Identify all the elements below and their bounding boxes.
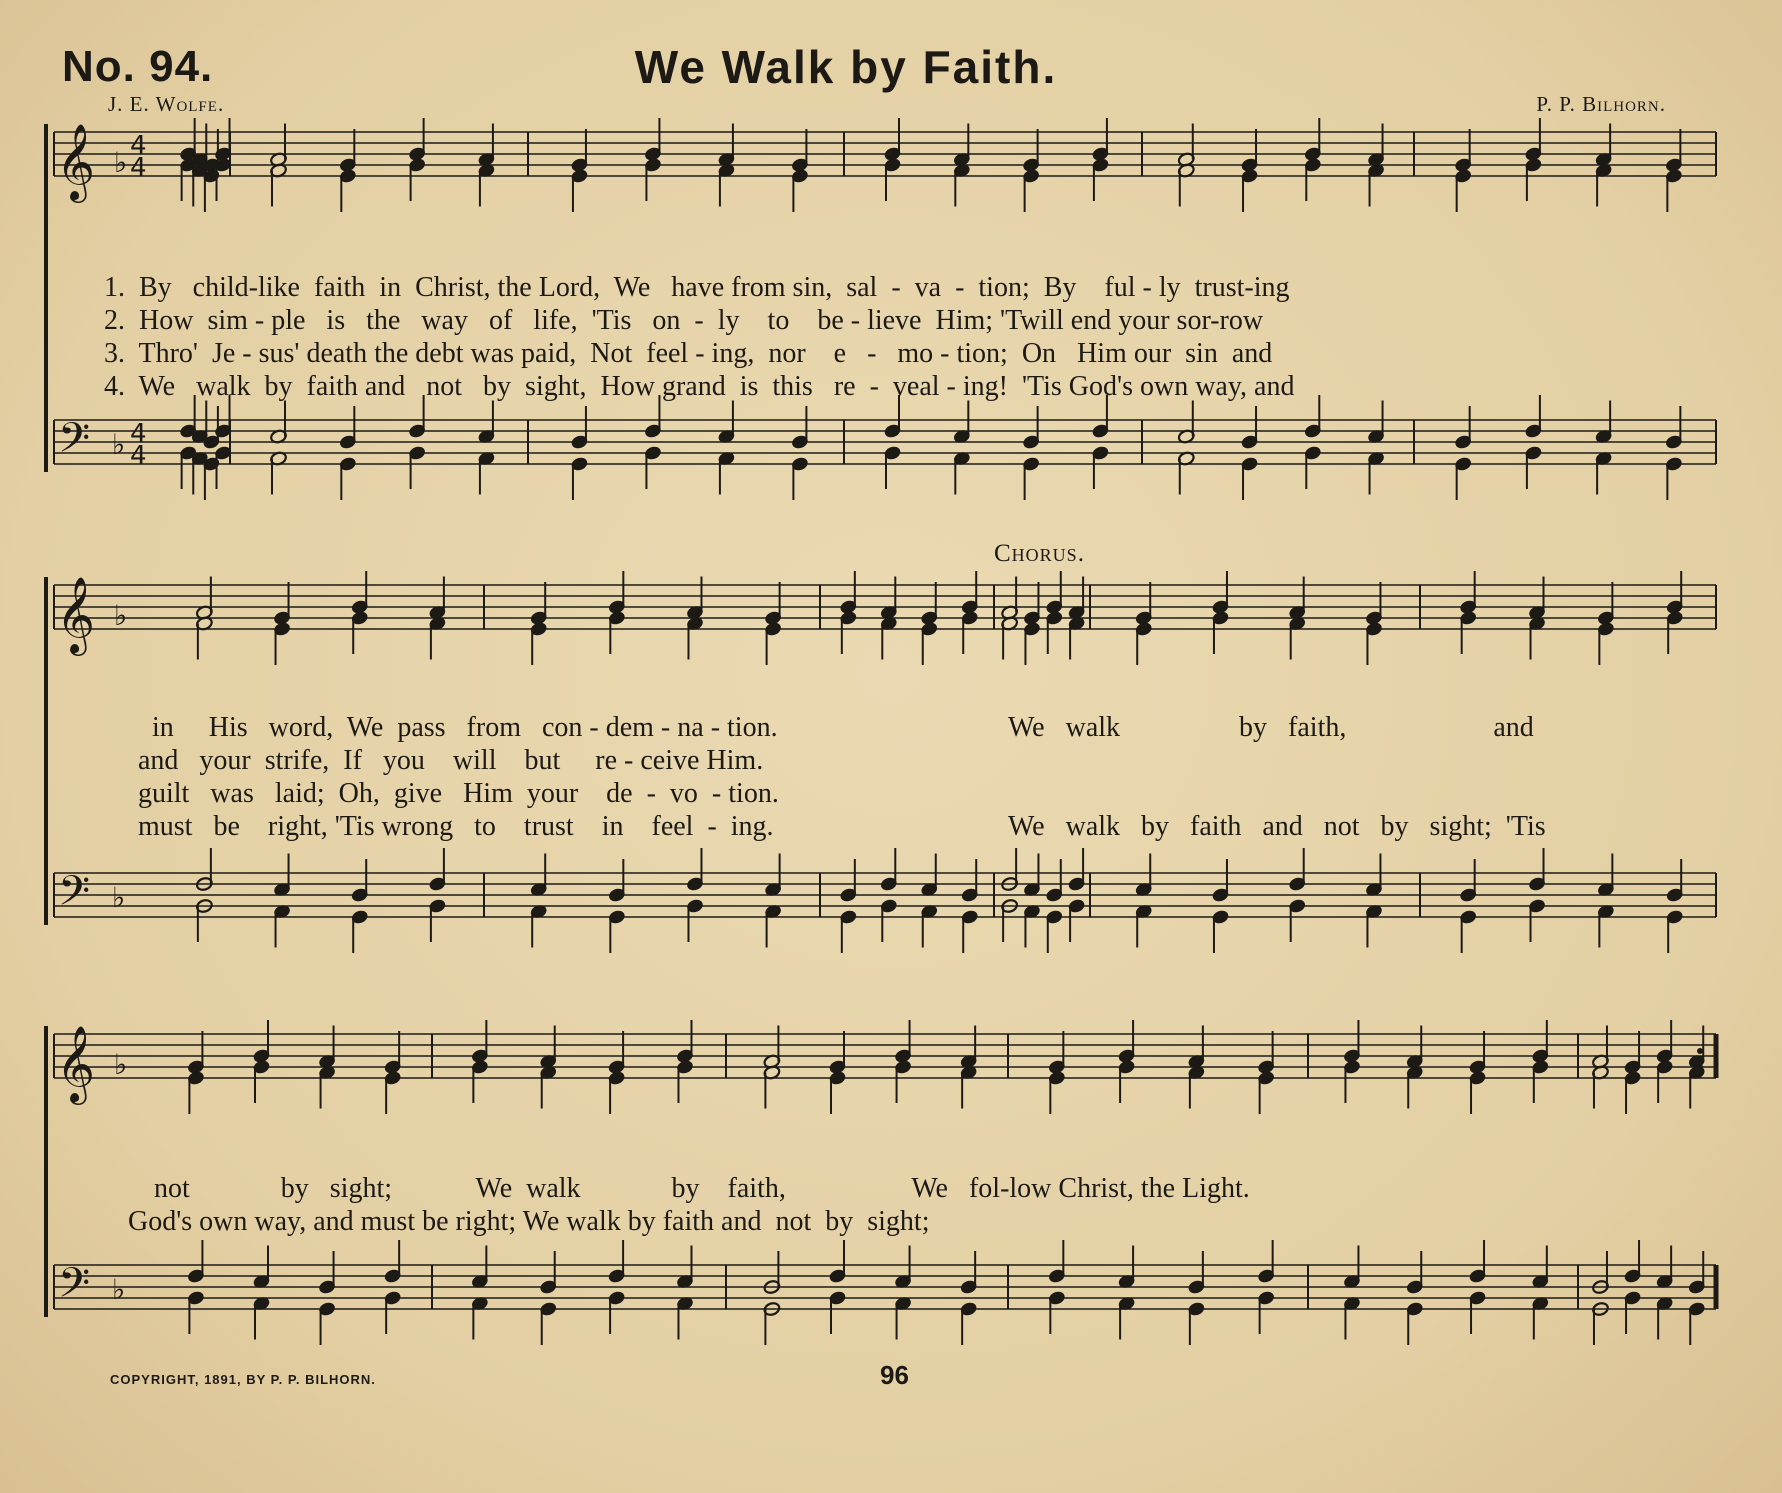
chorus-line-2: We walk by faith and not by sight; 'Tis: [1008, 811, 1546, 842]
hymn-title-text: We Walk by Faith.: [634, 41, 1058, 93]
flat-key-icon: ♭: [112, 1273, 126, 1306]
repeat-dot: [1697, 1064, 1703, 1070]
time-signature-top: 4: [130, 419, 147, 449]
flat-key-icon: ♭: [114, 146, 128, 179]
time-signature-bottom: 4: [130, 441, 147, 471]
verse-2-line-a: 2. How sim - ple is the way of life, 'Tis on - ly to be - lieve Him; 'Twill end your sor-row: [104, 305, 1264, 336]
treble-clef-icon: 𝄞: [56, 1025, 96, 1102]
flat-key-icon: ♭: [112, 428, 126, 461]
repeat-dot: [1697, 1048, 1703, 1054]
chorus-line-1: We walk by faith, and: [1008, 712, 1534, 743]
flat-key-icon: ♭: [114, 599, 128, 632]
verse-3-line-b: guilt was laid; Oh, give Him your de - vo - tion.: [138, 778, 779, 809]
chorus-label: Chorus.: [994, 540, 1085, 567]
verse-3-line-a: 3. Thro' Je - sus' death the debt was paid, Not feel - ing, nor e - mo - tion; On Him our sin and: [104, 338, 1273, 369]
page-number: 96: [880, 1360, 909, 1390]
hymn-number: No. 94.: [62, 42, 214, 91]
treble-clef-icon: 𝄞: [56, 576, 96, 653]
treble-clef-icon: 𝄞: [56, 123, 96, 200]
chorus-line-3: not by sight; We walk by faith, We fol-low Christ, the Light.: [154, 1173, 1250, 1204]
verse-1-line-b: in His word, We pass from con - dem - na - tion.: [152, 712, 778, 743]
verse-4-line-a: 4. We walk by faith and not by sight, How grand is this re - veal - ing! 'Tis God's own way, and: [104, 371, 1295, 402]
copyright-notice: COPYRIGHT, 1891, BY P. P. BILHORN.: [110, 1372, 376, 1387]
composer-credit: P. P. Bilhorn.: [1536, 92, 1666, 116]
chorus-line-4: God's own way, and must be right; We walk by faith and not by sight;: [128, 1206, 930, 1237]
flat-key-icon: ♭: [112, 881, 126, 914]
verse-2-line-b: and your strife, If you will but re - ceive Him.: [138, 745, 764, 776]
time-signature-bottom: 4: [130, 153, 147, 183]
flat-key-icon: ♭: [114, 1048, 128, 1081]
verse-1-line-a: 1. By child-like faith in Christ, the Lord, We have from sin, sal - va - tion; By ful - ly trust-ing: [104, 272, 1290, 303]
lyricist-credit: J. E. Wolfe.: [108, 92, 225, 116]
bass-clef-icon: 𝄢: [58, 414, 91, 472]
bass-clef-icon: 𝄢: [58, 1259, 91, 1317]
time-signature-top: 4: [130, 131, 147, 161]
verse-4-line-b: must be right, 'Tis wrong to trust in feel - ing.: [138, 811, 774, 842]
bass-clef-icon: 𝄢: [58, 867, 91, 925]
